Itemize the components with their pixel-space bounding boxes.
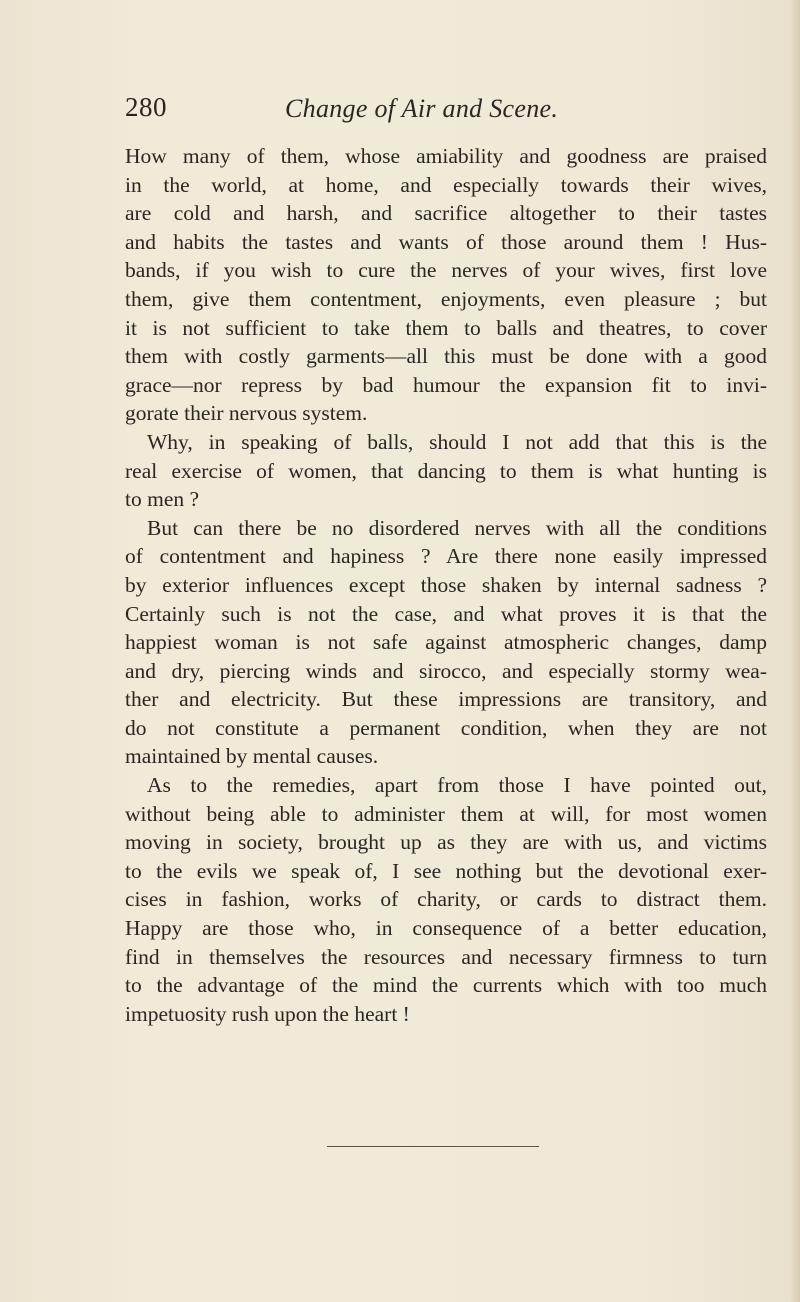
text-line: to the advantage of the mind the currents which with too much [125, 973, 767, 998]
text-line: to the evils we speak of, I see nothing but the devotional exer- [125, 858, 767, 883]
text-line: maintained by mental causes. [125, 744, 379, 769]
text-line: ther and electricity. But these impressions are transitory, and [125, 687, 767, 712]
page-header [125, 92, 765, 136]
text-line: gorate their nervous system. [125, 401, 368, 426]
text-line: without being able to administer them at will, for most women [125, 801, 767, 826]
text-line: to men ? [125, 487, 200, 512]
paragraph-3 [125, 514, 767, 771]
text-line: impetuosity rush upon the heart ! [125, 1001, 410, 1026]
text-line: find in themselves the resources and necessary firmness to turn [125, 944, 767, 969]
text-line: do not constitute a permanent condition, when they are not [125, 715, 767, 740]
text-line: it is not sufficient to take them to balls and theatres, to cover [125, 315, 767, 340]
section-end-rule [327, 1146, 539, 1147]
text-line: them with costly garments—all this must be done with a good [125, 344, 767, 369]
text-line: But can there be no disordered nerves with all the conditions [147, 515, 767, 540]
text-line: Certainly such is not the case, and what proves it is that the [125, 601, 767, 626]
text-line: bands, if you wish to cure the nerves of your wives, first love [125, 258, 767, 283]
body-text [125, 142, 767, 1028]
text-line: in the world, at home, and especially towards their wives, [125, 172, 767, 197]
text-line: Why, in speaking of balls, should I not add that this is the [147, 429, 767, 454]
text-line: cises in fashion, works of charity, or cards to distract them. [125, 887, 767, 912]
text-line: How many of them, whose amiability and goodness are praised [125, 144, 767, 168]
paragraph-2 [125, 428, 767, 514]
text-line: As to the remedies, apart from those I have pointed out, [147, 773, 767, 798]
paragraph-4 [125, 771, 767, 1028]
text-line: real exercise of women, that dancing to them is what hunting is [125, 458, 767, 483]
paragraph-1 [125, 142, 767, 428]
text-line: and dry, piercing winds and sirocco, and especially stormy wea- [125, 658, 767, 683]
page-number: 280 [125, 92, 167, 122]
text-line: happiest woman is not safe against atmospheric changes, damp [125, 630, 767, 655]
text-line: them, give them contentment, enjoyments, even pleasure ; but [125, 286, 767, 311]
running-title: Change of Air and Scene. [285, 94, 559, 123]
text-line: and habits the tastes and wants of those around them ! Hus- [125, 229, 767, 254]
text-line: grace—nor repress by bad humour the expansion fit to invi- [125, 372, 767, 397]
page-edge-shadow [790, 0, 800, 1302]
text-line: of contentment and hapiness ? Are there none easily impressed [125, 544, 767, 569]
text-line: moving in society, brought up as they are with us, and victims [125, 830, 767, 855]
text-line: by exterior influences except those shaken by internal sadness ? [125, 572, 767, 597]
text-line: are cold and harsh, and sacrifice altogether to their tastes [125, 201, 767, 226]
text-line: Happy are those who, in consequence of a better education, [125, 916, 767, 941]
